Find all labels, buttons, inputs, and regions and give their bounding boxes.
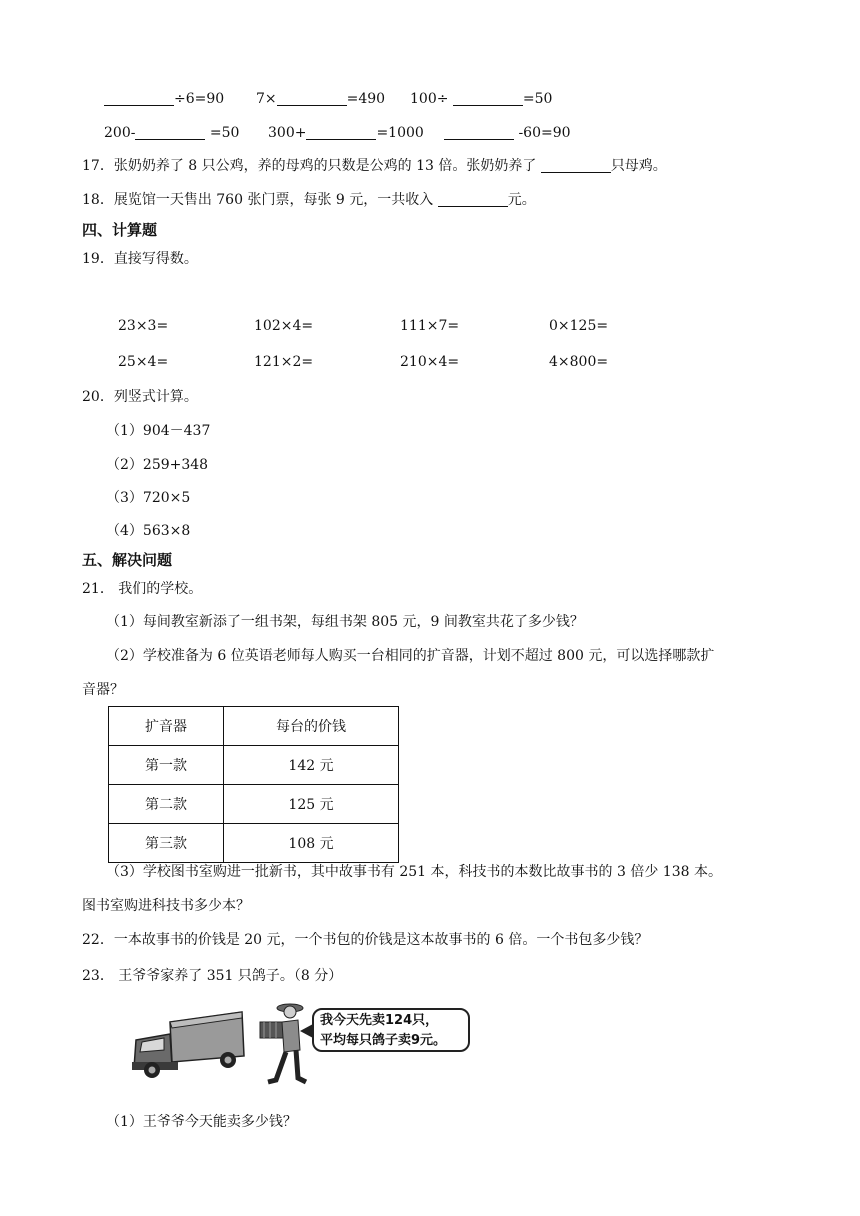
table-cell: 108 元	[224, 824, 399, 863]
vertical-calc-item: （3）720×5	[106, 490, 191, 506]
table-cell: 125 元	[224, 785, 399, 824]
fill-expr: ÷6=90	[174, 91, 225, 107]
price-table	[108, 706, 399, 863]
question-text: 张奶奶养了 8 只公鸡，养的母鸡的只数是公鸡的 13 倍。张奶奶养了	[113, 158, 541, 174]
question-text: 王爷爷家养了 351 只鸽子。（8 分）	[113, 968, 343, 984]
answer-blank[interactable]	[438, 192, 508, 207]
fill-expr: =50	[522, 91, 553, 107]
question-text: 展览馆一天售出 760 张门票，每张 9 元，一共收入	[113, 192, 438, 208]
vertical-calc-item: （1）904－437	[106, 423, 211, 439]
question-text: 我们的学校。	[113, 581, 203, 597]
answer-blank[interactable]	[541, 158, 611, 173]
calc-item: 4×800=	[549, 354, 609, 370]
calc-item: 102×4=	[254, 318, 314, 334]
vertical-calc-item: （4）563×8	[106, 523, 191, 539]
vertical-calc-item: （2）259+348	[106, 457, 209, 473]
fill-row-2-c	[444, 124, 571, 142]
truck-illustration	[128, 1010, 248, 1080]
speech-bubble-line: 我今天先卖124只，	[320, 1013, 439, 1028]
calc-item: 121×2=	[254, 354, 314, 370]
calc-item: 0×125=	[549, 318, 609, 334]
question-21-part-3-cont: 图书室购进科技书多少本？	[82, 898, 250, 914]
table-row	[109, 824, 399, 863]
question-21-part-3: （3）学校图书室购进一批新书，其中故事书有 251 本，科技书的本数比故事书的 3 倍少 138 本。	[106, 864, 722, 880]
table-cell: 第二款	[109, 785, 224, 824]
question-number: 19．	[82, 251, 114, 267]
answer-blank[interactable]	[444, 125, 514, 140]
question-text: 直接写得数。	[113, 251, 198, 267]
fill-expr: =490	[346, 91, 386, 107]
speech-bubble	[312, 1008, 470, 1052]
calc-item: 23×3=	[118, 318, 169, 334]
answer-blank[interactable]	[306, 125, 376, 140]
speech-bubble-line: 平均每只鸽子卖9元。	[320, 1033, 447, 1048]
fill-row-1	[104, 90, 224, 108]
question-21	[82, 580, 202, 598]
fill-row-2-b	[268, 124, 424, 142]
fill-expr: 7×	[256, 91, 277, 107]
answer-blank[interactable]	[104, 91, 174, 106]
question-number: 17．	[82, 158, 114, 174]
answer-blank[interactable]	[453, 91, 523, 106]
question-21-part-2: （2）学校准备为 6 位英语老师每人购买一台相同的扩音器，计划不超过 800 元，可以选择哪款扩	[106, 648, 715, 664]
question-23-part-1: （1）王爷爷今天能卖多少钱？	[106, 1114, 297, 1130]
calc-item: 210×4=	[400, 354, 460, 370]
answer-blank[interactable]	[135, 125, 205, 140]
table-row	[109, 746, 399, 785]
question-21-part-2-cont: 音器？	[82, 682, 124, 698]
table-cell: 第三款	[109, 824, 224, 863]
question-number: 20．	[82, 389, 114, 405]
calc-item: 25×4=	[118, 354, 169, 370]
question-text: 一本故事书的价钱是 20 元，一个书包的价钱是这本故事书的 6 倍。一个书包多少钱？	[113, 932, 649, 948]
question-text: 列竖式计算。	[113, 389, 198, 405]
fill-expr: =1000	[376, 125, 424, 141]
fill-row-2	[104, 124, 239, 142]
question-19	[82, 250, 198, 268]
answer-blank[interactable]	[277, 91, 347, 106]
fill-row-1-c	[410, 90, 552, 108]
question-text: 元。	[507, 192, 536, 208]
fill-expr: -60=90	[514, 125, 571, 141]
question-number: 18．	[82, 192, 114, 208]
question-23	[82, 967, 342, 985]
question-17	[82, 157, 667, 175]
question-21-part-1: （1）每间教室新添了一组书架，每组书架 805 元，9 间教室共花了多少钱？	[106, 614, 584, 630]
question-number: 21．	[82, 581, 114, 597]
fill-expr: =50	[205, 125, 240, 141]
table-header-cell: 扩音器	[109, 707, 224, 746]
table-header-cell: 每台的价钱	[224, 707, 399, 746]
fill-expr: 100÷	[410, 91, 453, 107]
question-20	[82, 388, 198, 406]
farmer-illustration	[254, 1000, 310, 1088]
question-number: 23．	[82, 968, 114, 984]
table-cell: 第一款	[109, 746, 224, 785]
table-header-row	[109, 707, 399, 746]
fill-expr: 200-	[104, 125, 136, 141]
question-text: 只母鸡。	[610, 158, 667, 174]
fill-expr: 300+	[268, 125, 307, 141]
question-18	[82, 191, 536, 209]
section-heading-5: 五、解决问题	[82, 551, 173, 569]
fill-row-1-b	[256, 90, 385, 108]
table-cell: 142 元	[224, 746, 399, 785]
calc-item: 111×7=	[400, 318, 460, 334]
question-number: 22．	[82, 932, 114, 948]
table-row	[109, 785, 399, 824]
section-heading-4: 四、计算题	[82, 221, 158, 239]
question-22	[82, 931, 648, 949]
